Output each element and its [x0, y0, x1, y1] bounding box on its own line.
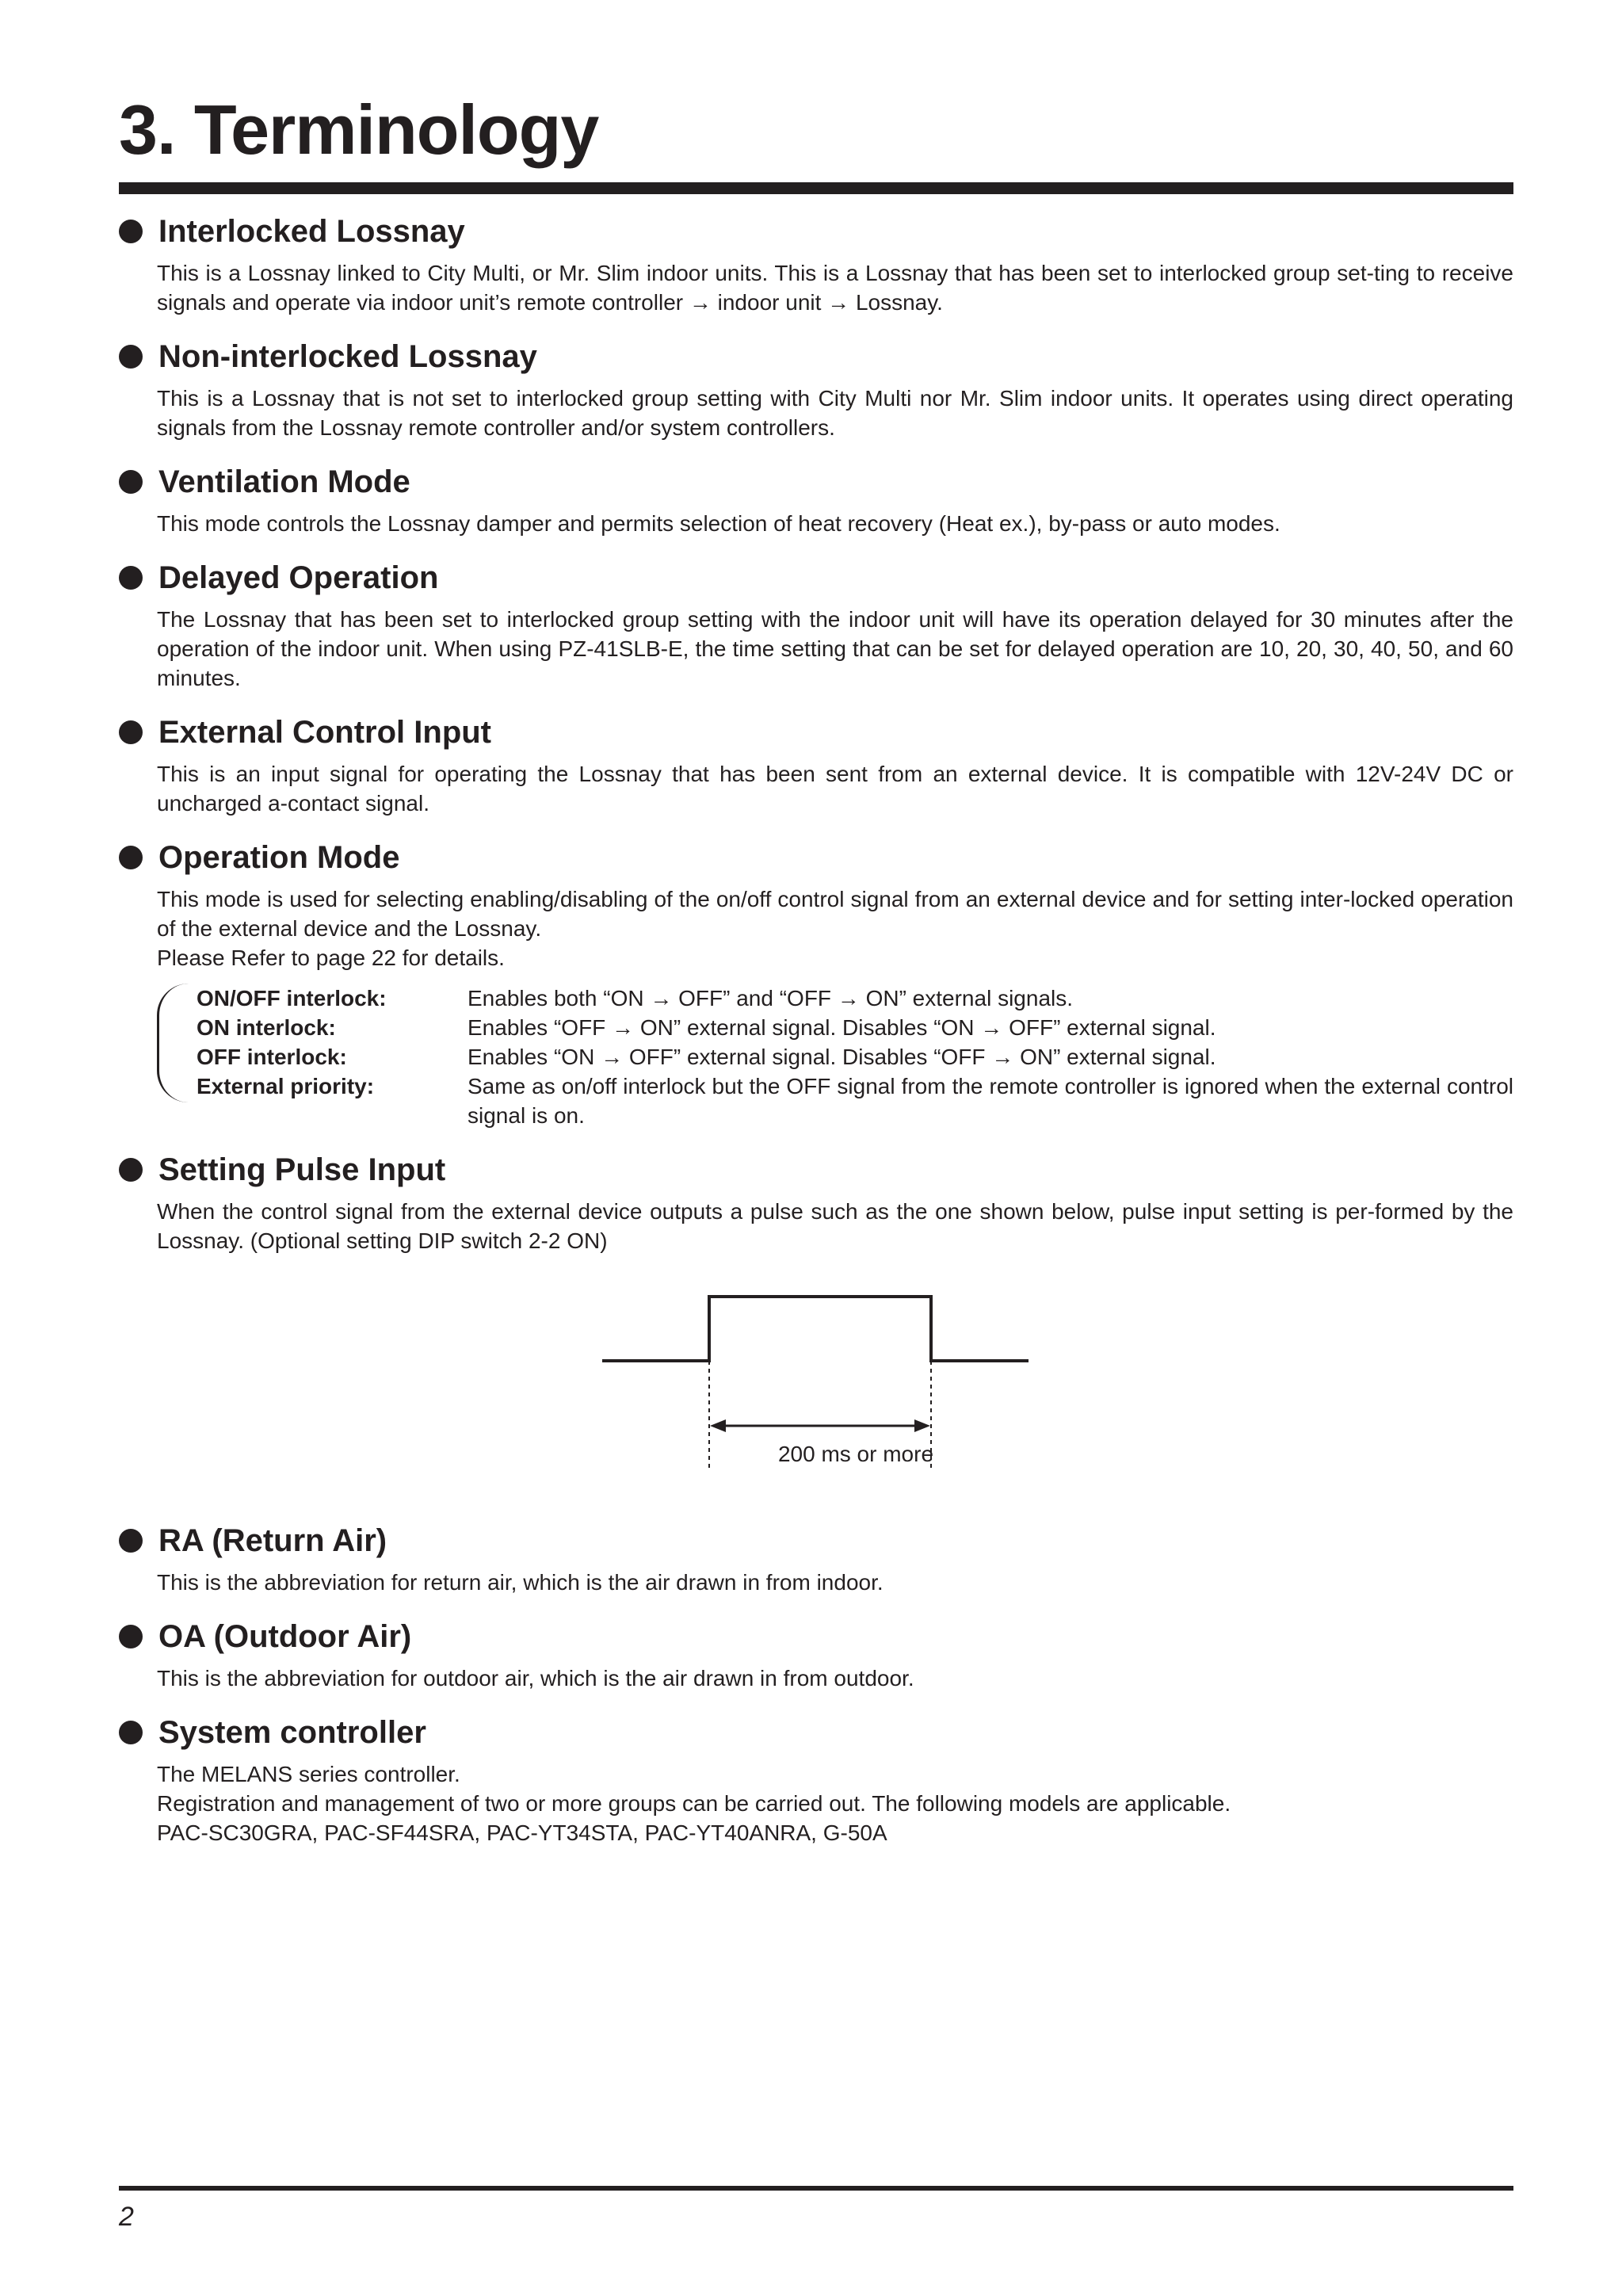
section-text: The MELANS series controller. [157, 1762, 460, 1786]
section-text: This is a Lossnay linked to City Multi, or Mr. Slim indoor units. This is a Lossnay that has been set to interlocked group set-ting to receive signals and operate via indoor unit’s remote controller → indoor unit → Lossnay. [157, 261, 1513, 315]
section-text: This is the abbreviation for outdoor air, which is the air drawn in from outdoor. [157, 1666, 914, 1690]
mode-row [197, 1042, 1513, 1072]
mode-desc: Enables both “ON → OFF” and “OFF → ON” external signals. [468, 986, 1074, 1010]
bracket-icon [157, 984, 191, 1102]
section-delayed-operation [119, 559, 1513, 693]
section-heading [119, 1618, 1513, 1656]
section-heading [119, 212, 1513, 250]
section-text: This mode is used for selecting enabling/disabling of the on/off control signal from an external device and for setting inter-locked operation of the external device and the Lossnay. [157, 887, 1513, 941]
bullet-icon [119, 846, 143, 869]
bullet-icon [119, 220, 143, 243]
mode-row [197, 1072, 1513, 1130]
heading-text: Interlocked Lossnay [158, 214, 465, 249]
title-rule [119, 182, 1513, 194]
page-number: 2 [119, 2202, 134, 2232]
footer-rule [119, 2186, 1513, 2191]
section-heading [119, 338, 1513, 376]
mode-desc: Enables “ON → OFF” external signal. Disables “OFF → ON” external signal. [468, 1045, 1216, 1069]
section-text: Registration and management of two or more groups can be carried out. The following models are applicable. [157, 1791, 1231, 1816]
model-list: PAC-SC30GRA, PAC-SF44SRA, PAC-YT34STA, PAC-YT40ANRA, G-50A [157, 1820, 887, 1845]
section-text: This is a Lossnay that is not set to interlocked group setting with City Multi nor Mr. Slim indoor units. It operates using direct operating signals from the Lossnay remote controller and/or system controllers. [157, 386, 1513, 440]
mode-desc: Enables “OFF → ON” external signal. Disables “ON → OFF” external signal. [468, 1015, 1216, 1040]
heading-text: OA (Outdoor Air) [158, 1619, 412, 1654]
section-return-air [119, 1522, 1513, 1597]
arrow-right-icon [914, 1419, 930, 1432]
heading-text: System controller [158, 1715, 426, 1750]
pulse-diagram [119, 1263, 1513, 1501]
section-text: This mode controls the Lossnay damper and permits selection of heat recovery (Heat ex.), by-pass or auto modes. [157, 511, 1280, 536]
heading-text: RA (Return Air) [158, 1523, 387, 1558]
page-title: 3. Terminology [119, 90, 599, 169]
heading-text: Delayed Operation [158, 560, 439, 595]
section-text: The Lossnay that has been set to interlocked group setting with the indoor unit will have its operation delayed for 30 minutes after the operation of the indoor unit. When using PZ-41SLB-E, the time setting that can be set for delayed operation are 10, 20, 30, 40, 50, and 60 minutes. [157, 607, 1513, 690]
bullet-icon [119, 720, 143, 744]
section-heading [119, 1713, 1513, 1752]
arrow-left-icon [710, 1419, 726, 1432]
bullet-icon [119, 1625, 143, 1648]
refer-text: Please Refer to page 22 for details. [157, 946, 505, 970]
section-ventilation-mode [119, 463, 1513, 538]
section-setting-pulse-input [119, 1151, 1513, 1501]
operation-mode-table [157, 984, 1513, 1130]
section-external-control-input [119, 713, 1513, 818]
terminology-content [119, 212, 1513, 1868]
pulse-line [602, 1297, 1029, 1361]
heading-text: Non-interlocked Lossnay [158, 339, 537, 374]
mode-desc: Same as on/off interlock but the OFF signal from the remote controller is ignored when the external control signal is on. [468, 1074, 1513, 1128]
section-heading [119, 463, 1513, 501]
bullet-icon [119, 345, 143, 369]
section-heading [119, 1151, 1513, 1189]
section-interlocked-lossnay [119, 212, 1513, 317]
mode-term: OFF interlock: [197, 1045, 347, 1069]
heading-text: Ventilation Mode [158, 464, 410, 499]
pulse-width-label: 200 ms or more [777, 1442, 934, 1466]
section-operation-mode [119, 839, 1513, 1130]
section-text: This is an input signal for operating the Lossnay that has been sent from an external device. It is compatible with 12V-24V DC or uncharged a-contact signal. [157, 762, 1513, 816]
mode-term: External priority: [197, 1074, 375, 1098]
heading-text: Operation Mode [158, 840, 400, 875]
section-text: When the control signal from the external device outputs a pulse such as the one shown below, pulse input setting is per-formed by the Lossnay. (Optional setting DIP switch 2-2 ON) [157, 1199, 1513, 1253]
heading-text: External Control Input [158, 715, 491, 750]
bullet-icon [119, 1158, 143, 1182]
section-heading [119, 713, 1513, 751]
section-heading [119, 559, 1513, 597]
bullet-icon [119, 1721, 143, 1744]
section-heading [119, 1522, 1513, 1560]
section-heading [119, 839, 1513, 877]
bullet-icon [119, 566, 143, 590]
section-outdoor-air [119, 1618, 1513, 1693]
mode-row [197, 1013, 1513, 1042]
section-system-controller [119, 1713, 1513, 1847]
mode-term: ON/OFF interlock: [197, 986, 387, 1010]
section-non-interlocked-lossnay [119, 338, 1513, 442]
mode-term: ON interlock: [197, 1015, 336, 1040]
bullet-icon [119, 470, 143, 494]
mode-row [197, 984, 1513, 1013]
section-text: This is the abbreviation for return air, which is the air drawn in from indoor. [157, 1570, 884, 1595]
bullet-icon [119, 1529, 143, 1553]
heading-text: Setting Pulse Input [158, 1152, 446, 1187]
